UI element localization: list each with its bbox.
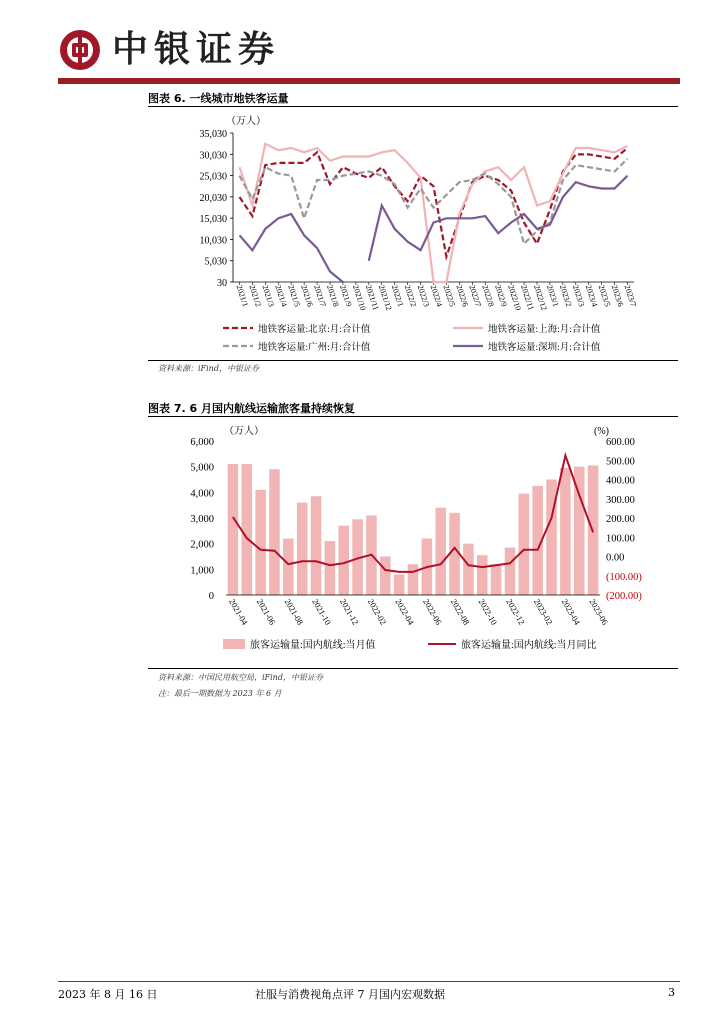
left-tick-label: 0 bbox=[208, 591, 214, 602]
bar bbox=[380, 557, 391, 596]
x-tick-label: 2021-04 bbox=[227, 597, 251, 627]
series-line-3 bbox=[369, 176, 628, 261]
legend-label: 地铁客运量:深圳:月:合计值 bbox=[488, 343, 601, 353]
x-tick-label: 2021/9 bbox=[338, 283, 354, 308]
figure7-bottom-rule bbox=[148, 668, 678, 669]
footer-title: 社服与消费视角点评 7 月国内宏观数据 bbox=[255, 988, 445, 1001]
header-rule bbox=[58, 78, 680, 84]
x-tick-label: 2023/6 bbox=[609, 283, 626, 308]
series-line-3 bbox=[240, 214, 344, 282]
x-tick-label: 2022/7 bbox=[467, 283, 483, 308]
x-tick-label: 2023-06 bbox=[587, 597, 611, 627]
x-tick-label: 2022/10 bbox=[506, 283, 523, 312]
left-tick-label: 6,000 bbox=[190, 437, 214, 448]
x-tick-label: 2021-10 bbox=[310, 597, 334, 627]
x-tick-label: 2022/1 bbox=[389, 283, 406, 308]
bar bbox=[491, 564, 502, 595]
y-unit-label: （万人） bbox=[226, 116, 266, 127]
x-tick-label: 2021/7 bbox=[312, 283, 328, 308]
right-tick-label: 0.00 bbox=[606, 552, 625, 564]
x-tick-label: 2021/4 bbox=[273, 283, 289, 308]
x-tick-label: 2022/12 bbox=[532, 283, 549, 312]
x-tick-label: 2022-02 bbox=[365, 597, 389, 627]
left-tick-label: 2,000 bbox=[190, 539, 214, 551]
bar bbox=[242, 464, 253, 595]
legend-label: 地铁客运量:上海:月:合计值 bbox=[488, 325, 601, 335]
bar bbox=[394, 574, 405, 595]
x-tick-label: 2022-06 bbox=[421, 597, 444, 627]
y-tick-label: 35,030 bbox=[199, 129, 227, 140]
x-tick-label: 2022/11 bbox=[519, 283, 536, 312]
figure7-top-rule bbox=[148, 416, 678, 417]
right-tick-label: 200.00 bbox=[606, 514, 635, 525]
bar bbox=[519, 494, 530, 595]
bar bbox=[255, 490, 266, 595]
x-tick-label: 2023-04 bbox=[559, 597, 583, 627]
figure6-top-rule bbox=[148, 106, 678, 107]
right-unit-label: (%) bbox=[594, 426, 609, 437]
left-tick-label: 1,000 bbox=[190, 565, 214, 577]
left-tick-label: 4,000 bbox=[190, 488, 214, 500]
right-tick-label: 100.00 bbox=[606, 533, 635, 545]
figure6-chart bbox=[148, 110, 678, 360]
figure6-title: 图表 6. 一线城市地铁客运量 bbox=[148, 92, 289, 105]
right-tick-label: 500.00 bbox=[606, 456, 635, 468]
x-tick-label: 2021/12 bbox=[376, 283, 394, 312]
x-tick-label: 2023/7 bbox=[622, 283, 639, 308]
brand-name: 中银证券 bbox=[112, 29, 281, 70]
x-tick-label: 2023/4 bbox=[583, 283, 600, 308]
x-tick-label: 2023/3 bbox=[570, 283, 587, 308]
bar bbox=[311, 496, 322, 595]
right-tick-label: (200.00) bbox=[606, 591, 642, 602]
x-tick-label: 2022-08 bbox=[448, 597, 472, 627]
legend-label: 旅客运输量:国内航线:当月同比 bbox=[461, 640, 597, 651]
legend-label: 地铁客运量:广州:月:合计值 bbox=[258, 343, 371, 353]
figure7-source: 资料来源：中国民用航空局，iFind，中银证券 bbox=[158, 673, 323, 682]
x-tick-label: 2022/5 bbox=[441, 283, 457, 308]
x-tick-label: 2022/6 bbox=[454, 283, 470, 308]
x-tick-label: 2023/5 bbox=[596, 283, 613, 308]
legend-label: 旅客运输量:国内航线:当月值 bbox=[250, 640, 376, 651]
figure6-bottom-rule bbox=[148, 360, 678, 361]
y-tick-label: 30 bbox=[217, 278, 227, 289]
bar bbox=[325, 541, 336, 595]
x-tick-label: 2021/10 bbox=[350, 283, 368, 312]
x-tick-label: 2021/1 bbox=[234, 283, 250, 308]
x-tick-label: 2021/3 bbox=[260, 283, 276, 308]
footer-rule bbox=[58, 981, 680, 982]
bar bbox=[463, 544, 474, 595]
bar bbox=[228, 464, 239, 595]
x-tick-label: 2021/11 bbox=[363, 283, 381, 312]
y-tick-label: 10,030 bbox=[199, 235, 227, 247]
left-tick-label: 3,000 bbox=[190, 514, 214, 525]
x-tick-label: 2023/2 bbox=[557, 283, 574, 308]
x-tick-label: 2023-02 bbox=[531, 597, 555, 627]
y-tick-label: 25,030 bbox=[199, 171, 227, 183]
figure7-note: 注：最后一期数据为 2023 年 6 月 bbox=[158, 689, 282, 698]
x-tick-label: 2021-08 bbox=[282, 597, 306, 627]
y-tick-label: 5,030 bbox=[204, 256, 227, 268]
x-tick-label: 2021/2 bbox=[247, 283, 263, 308]
y-tick-label: 20,030 bbox=[199, 192, 227, 204]
bar bbox=[269, 469, 280, 595]
figure7-chart bbox=[148, 420, 678, 668]
x-tick-label: 2021-12 bbox=[338, 597, 361, 627]
x-tick-label: 2022-04 bbox=[393, 597, 417, 627]
x-tick-label: 2022-10 bbox=[476, 597, 500, 627]
bar bbox=[297, 503, 308, 595]
bar bbox=[338, 526, 349, 595]
legend-swatch-bar bbox=[223, 639, 245, 649]
x-tick-label: 2022/8 bbox=[480, 283, 496, 308]
x-tick-label: 2021/8 bbox=[325, 283, 341, 308]
series-line-2 bbox=[240, 159, 628, 244]
right-tick-label: (100.00) bbox=[606, 571, 642, 583]
x-tick-label: 2023/1 bbox=[545, 283, 561, 308]
footer-date: 2023 年 8 月 16 日 bbox=[58, 988, 158, 1001]
figure7-title: 图表 7. 6 月国内航线运输旅客量持续恢复 bbox=[148, 402, 355, 415]
x-tick-label: 2021/5 bbox=[286, 283, 302, 308]
x-tick-label: 2022/3 bbox=[415, 283, 432, 308]
right-tick-label: 400.00 bbox=[606, 475, 635, 487]
y-tick-label: 30,030 bbox=[199, 150, 227, 162]
y-tick-label: 15,030 bbox=[199, 214, 227, 226]
x-tick-label: 2022/9 bbox=[493, 283, 509, 308]
right-tick-label: 600.00 bbox=[606, 437, 635, 448]
x-tick-label: 2021/6 bbox=[299, 283, 315, 308]
bar bbox=[408, 564, 419, 595]
bar bbox=[435, 508, 446, 595]
series-line-0 bbox=[240, 148, 628, 257]
bar bbox=[505, 548, 516, 595]
bank-logo-icon bbox=[58, 28, 102, 72]
x-tick-label: 2022/2 bbox=[402, 283, 419, 308]
x-tick-label: 2021-06 bbox=[254, 597, 278, 627]
x-tick-label: 2022-12 bbox=[504, 597, 528, 627]
legend-label: 地铁客运量:北京:月:合计值 bbox=[258, 325, 371, 335]
page-number: 3 bbox=[668, 986, 675, 999]
right-tick-label: 300.00 bbox=[606, 494, 635, 506]
left-unit-label: （万人） bbox=[224, 426, 264, 437]
x-tick-label: 2022/4 bbox=[428, 283, 445, 308]
left-tick-label: 5,000 bbox=[190, 462, 214, 474]
bar bbox=[477, 555, 488, 595]
figure6-source: 资料来源：iFind，中银证券 bbox=[158, 364, 259, 373]
bar bbox=[560, 468, 571, 595]
bar bbox=[283, 539, 294, 595]
